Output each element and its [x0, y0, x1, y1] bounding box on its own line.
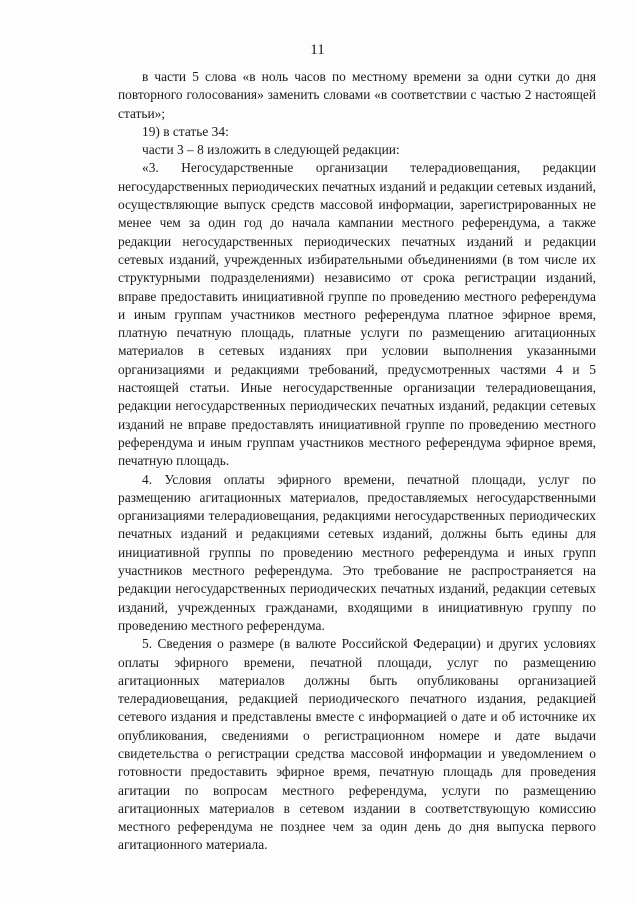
paragraph-parts-3-8-heading: части 3 – 8 изложить в следующей редакции:: [142, 142, 400, 158]
paragraph-part-4: 4. Условия оплаты эфирного времени, печатной площади, услуг по размещению агитационных материалов, предоставляемых негосударственными организациями телерадиовещания, редакциями негосударственных периодических печатных изданий и редакциями сетевых изданий, должны быть едины для инициативной группы по проведению местного референдума и иных групп участников местного референдума. Это требование не распространяется на редакции негосударственных периодических печатных изданий, редакции сетевых изданий, учрежденных гражданами, входящими в инициативную группу по проведению местного референдума.: [118, 471, 596, 633]
page-number: 11: [310, 42, 325, 58]
document-body: [118, 68, 596, 855]
paragraph-part-3: «3. Негосударственные организации телерадиовещания, редакции негосударственных периодических печатных изданий и редакции сетевых изданий, осуществляющие выпуск средств массовой информации, зарегистрированных не менее чем за один год до начала кампании местного референдума, а также редакции негосударственных периодических печатных изданий и редакции сетевых изданий, учрежденных избирательными объединениями (в том числе их структурными подразделениями) независимо от срока регистрации изданий, вправе предоставить инициативной группе по проведению местного референдума и иным группам участников местного референдума платное эфирное время, платную печатную площадь, платные услуги по размещению агитационных материалов в сетевых изданиях при условии выполнения указанными организациями и редакциями требований, предусмотренных частями 4 и 5 настоящей статьи. Иные негосударственные организации телерадиовещания, редакции негосударственных периодических печатных изданий, редакции сетевых изданий не вправе предоставлять инициативной группе по проведению местного референдума и иным группам участников местного референдума эфирное время, печатную площадь.: [118, 160, 596, 469]
paragraph-part-5: 5. Сведения о размере (в валюте Российской Федерации) и других условиях оплаты эфирного времени, печатной площади, услуг по размещению агитационных материалов должны быть опубликованы организацией телерадиовещания, редакцией периодического печатного издания, редакцией сетевого издания и представлены вместе с информацией о дате и об источнике их опубликования, сведениями о регистрационном номере и дате выдачи свидетельства о регистрации средства массовой информации и уведомлением о готовности предоставить эфирное время, печатную площадь для проведения агитации по вопросам местного референдума, услуги по размещению агитационных материалов в сетевом издании в соответствующую комиссию местного референдума не позднее чем за один день до дня выпуска первого агитационного материала.: [118, 636, 596, 853]
paragraph-amendment-part-5: в части 5 слова «в ноль часов по местному времени за одни сутки до дня повторного голосования» заменить словами «в соответствии с частью 2 настоящей статьи»;: [118, 69, 596, 121]
paragraph-article-34-item: 19) в статье 34:: [142, 123, 229, 139]
